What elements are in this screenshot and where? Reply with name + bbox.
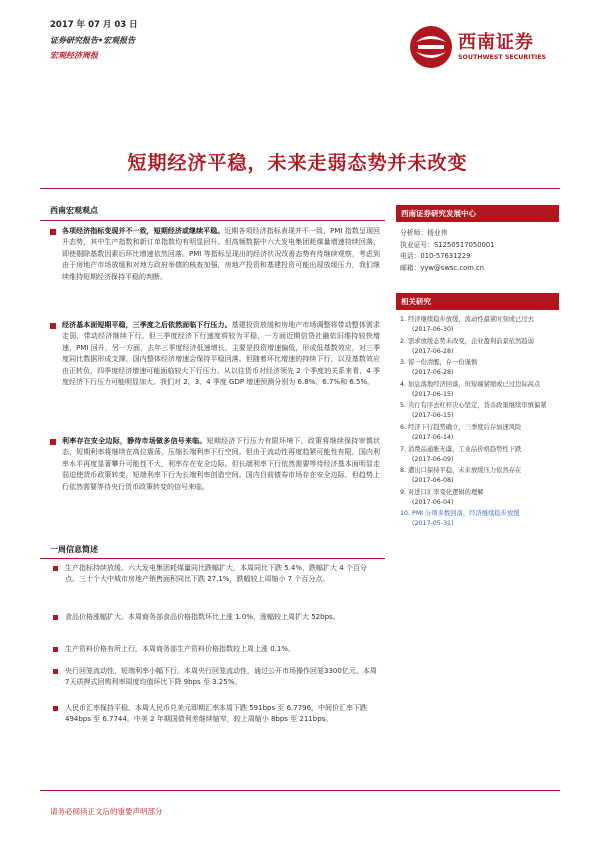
related-research-header: 相关研究 bbox=[396, 293, 559, 310]
view-point-1: 各项经济指标变现并不一致，短期经济或继续平稳。近期各项经济指标表现并不一致，PMI 指数呈现回升态势，其中生产指数和新订单指数均有明显回升。但高频数据中六大发电集团耗煤量增速持续回落，即使剔除基数因素后环比增速依然回落。PMI 等指标呈现出的经济状况改善态势有待继续观察，考虑到由于房地产市场放缓和对地方政府举债的核查加强，房地产投资和基建投资可能出现放缓压力，我们继续维持短期经济保持平稳的判断。 bbox=[62, 227, 380, 281]
related-item[interactable]: 4. 加息落地经济回落，但短端紧缩或已过边际高点 (2017-06-15) bbox=[400, 380, 541, 398]
related-item[interactable]: 2. 需求放缓态势未改变，企业盈利前景依然趋弱 (2017-06-28) bbox=[400, 337, 534, 355]
research-center-header: 西南证券研究发展中心 bbox=[396, 205, 559, 222]
logo-name: 西南证券 bbox=[458, 32, 534, 53]
view-point-3: 利率存在安全边际，静待市场做多信号来临。短期经济下行压力有限环境下，政策将继续保持审慎状态，短期利率将继续在高位震荡，压缩长端利率下行空间。但由于流动性再度趋紧可能性有限，国内利率水平再度显著攀升可能性不大，利率存在安全边际。但长端利率下行依然需要等待经济基本面明显走弱迫使货币政策转变，短端利率下行为长端利率创造空间。国内目前债券市场存在安全边际，但趋势上行依然需要等待央行货币政策转变的信号来临。 bbox=[62, 437, 381, 491]
logo-english-name: SOUTHWEST SECURITIES bbox=[458, 54, 547, 61]
related-item[interactable]: 9. 对进口汇率变化逻辑的理解 (2017-06-04) bbox=[400, 488, 484, 506]
related-item[interactable]: 1. 经济继续稳步放缓，流动性最紧时刻或已过去 (2017-06-30) bbox=[400, 316, 534, 333]
related-item[interactable]: 5. 央行有序去杠杆决心坚定，货币政策继续审慎偏紧 (2017-06-15) bbox=[400, 402, 547, 420]
bullet-icon bbox=[50, 439, 56, 445]
analyst-name: 分析师：杨业伟 bbox=[400, 229, 448, 237]
footer-disclaimer: 请务必阅读正文后的重要声明部分 bbox=[50, 807, 163, 816]
news-item: 食品价格涨幅扩大。本周商务部食品价格指数环比上涨 1.0%，涨幅较上周扩大 52bps。 bbox=[65, 613, 340, 621]
section-title-views: 西南宏观观点 bbox=[50, 206, 98, 215]
company-logo bbox=[408, 20, 558, 75]
section-title-news: 一周信息简述 bbox=[50, 545, 98, 554]
report-type: 证券研究报告•宏观报告 bbox=[50, 36, 136, 45]
logo-mark-icon bbox=[408, 24, 454, 70]
news-item: 生产资料价格有所上行。本周商务部生产资料价格指数较上周上涨 0.1%。 bbox=[65, 645, 296, 653]
related-item[interactable]: 3. 留一份清醒，存一份谨慎 (2017-06-28) bbox=[400, 359, 478, 377]
bullet-icon bbox=[50, 323, 56, 329]
bullet-icon bbox=[53, 615, 58, 620]
analyst-license: 执业证号：S1250517050001 bbox=[400, 240, 495, 249]
related-item[interactable]: 6. 经济下行趋势确立，三季度后存加速风险 (2017-06-14) bbox=[400, 423, 522, 441]
news-item: 生产指标持续放缓。六大发电集团耗煤量同比跌幅扩大，本周同比下跌 5.4%，跌幅扩大 4 个百分点。三十个大中城市房地产销售面积同比下跌 27.1%，跌幅较上周缩小 7 个百分点。 bbox=[65, 564, 367, 584]
news-item: 人民币汇率保持平稳。本周人民币兑美元即期汇率本周下跌 591bps 至 6.7796，中间价汇率下跌 494bps 至 6.7744。中美 2 年期国债利差继续缩窄，较上周缩小 8bps 至 211bps。 bbox=[65, 704, 368, 724]
related-item[interactable]: 8. 遭出口保持平稳，未来放缓压力依然存在 (2017-06-08) bbox=[400, 467, 522, 485]
bullet-icon bbox=[50, 229, 56, 235]
analyst-phone: 电话：010-57631229 bbox=[400, 252, 471, 260]
related-item[interactable]: 7. 消费品通胀无虞，工业品价格趋势性下跌 (2017-06-09) bbox=[400, 445, 522, 463]
bullet-icon bbox=[53, 669, 58, 674]
bullet-icon bbox=[53, 566, 58, 571]
section-divider bbox=[40, 220, 385, 221]
news-item: 央行回笼流动性，短端利率小幅下行。本周央行回笼流动性，通过公开市场操作回笼3300亿元。本周7天质押式回购利率周度均值环比下降 9bps 至 3.25%。 bbox=[65, 667, 377, 687]
related-item[interactable]: 10. PMI 分项多数回落，经济继续稳步放缓 (2017-05-31) bbox=[400, 510, 520, 528]
section-divider bbox=[40, 558, 385, 559]
related-research-list bbox=[400, 315, 560, 531]
bullet-icon bbox=[53, 647, 58, 652]
analyst-email: 邮箱：yyw@swsc.com.cn bbox=[400, 263, 485, 272]
bullet-icon bbox=[53, 706, 58, 711]
report-title: 短期经济平稳，未来走弱态势并未改变 bbox=[127, 152, 468, 174]
analyst-info bbox=[400, 228, 560, 274]
footer-divider bbox=[40, 790, 560, 791]
title-divider bbox=[40, 188, 560, 189]
report-subtype: 宏观经济周报 bbox=[50, 51, 98, 60]
report-date: 2017 年 07 月 03 日 bbox=[50, 20, 138, 30]
view-point-2: 经济基本面短期平稳，三季度之后依然面临下行压力。基建投资放缓和房地产市场调整将带动整体需求走弱，带动经济继续下行。但三季度经济下行速度将较为平稳，一方面近期信贷社融依旧维持较快增速，PMI 回升，另一方面，去年三季度经济低速增长，主要是投资增速偏低，形成低基数效应，对三季度同比数据形成支撑，国内整体经济增速会保持平稳回落。但随着环比增速的持续下行，以及基数效应由正转负，四季度经济增速可能面临较大下行压力。从以往货币对经济领先 2 个季度的关系来看，4 季度经济下行压力可能明显加大。我们对 2、3、4 季度 GDP 增速预测分别为 6.8%、6.7%和 6.5%。 bbox=[62, 321, 381, 387]
